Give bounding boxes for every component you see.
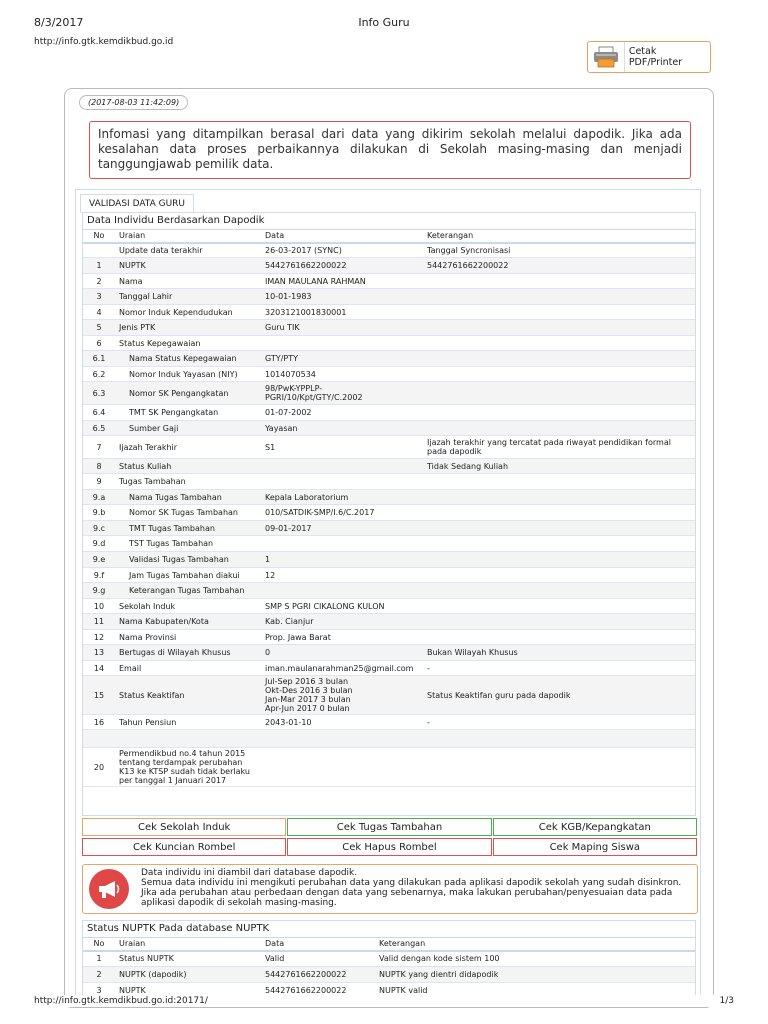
print-header <box>34 16 734 30</box>
table-row <box>83 730 695 748</box>
cell-uraian: Status Kepegawaian <box>115 336 261 351</box>
table-row <box>83 243 695 258</box>
cell-data: iman.maulanarahman25@gmail.com <box>261 661 423 676</box>
table-row <box>83 967 695 983</box>
cell-keterangan: NUPTK yang dientri didapodik <box>375 967 695 983</box>
cell-no: 10 <box>83 599 115 614</box>
cell-no: 20 <box>83 748 115 787</box>
cell-data: 1014070534 <box>261 367 423 382</box>
cell-no: 9.a <box>83 490 115 505</box>
cell-data: 12 <box>261 568 423 583</box>
cell-uraian: NUPTK (dapodik) <box>115 967 261 983</box>
col-header-no: No <box>83 938 115 951</box>
cell-keterangan <box>423 583 695 599</box>
cell-uraian: Nama Status Kepegawaian <box>115 351 261 367</box>
individu-table <box>83 229 695 787</box>
cell-data <box>261 583 423 599</box>
cell-keterangan <box>423 405 695 421</box>
cell-uraian: Update data terakhir <box>115 243 261 258</box>
cek-button-cek-kgb-kepangkatan[interactable]: Cek KGB/Kepangkatan <box>493 818 697 836</box>
table-row <box>83 614 695 630</box>
info-guru-card <box>64 88 714 1008</box>
individu-section <box>82 212 696 816</box>
cell-no: 14 <box>83 661 115 676</box>
cell-uraian: Nomor Induk Kependudukan <box>115 305 261 320</box>
cell-keterangan <box>423 730 695 748</box>
cell-data: 1 <box>261 552 423 568</box>
cell-no <box>83 243 115 258</box>
table-row <box>83 536 695 552</box>
cell-no: 6.1 <box>83 351 115 367</box>
cell-keterangan <box>423 630 695 645</box>
table-row <box>83 568 695 583</box>
cell-keterangan <box>423 505 695 521</box>
cell-uraian: NUPTK <box>115 983 261 999</box>
cell-data: IMAN MAULANA RAHMAN <box>261 274 423 289</box>
action-buttons <box>82 818 698 858</box>
cell-uraian: Nama Kabupaten/Kota <box>115 614 261 630</box>
col-header-uraian: Uraian <box>115 230 261 243</box>
megaphone-icon <box>89 869 129 909</box>
cell-uraian: Nama Tugas Tambahan <box>115 490 261 505</box>
table-row <box>83 336 695 351</box>
print-pdf-button[interactable] <box>587 41 711 73</box>
cell-data: 5442761662200022 <box>261 967 375 983</box>
table-row <box>83 715 695 730</box>
notice-line-1: Data individu ini diambil dari database dapodik. <box>141 868 358 878</box>
print-title: Info Guru <box>358 16 410 29</box>
info-notice: Infomasi yang ditampilkan berasal dari data yang dikirim sekolah melalui dapodik. Jika ada kesalahan data proses perbaikannya dilakukan di Sekolah masing-masing dan menjadi tanggungjawab pemilik data. <box>89 121 691 179</box>
table-row <box>83 274 695 289</box>
table-row <box>83 436 695 459</box>
cell-no: 1 <box>83 951 115 967</box>
table-row <box>83 661 695 676</box>
table-row <box>83 505 695 521</box>
individu-title: Data Individu Berdasarkan Dapodik <box>87 215 265 226</box>
cell-no: 16 <box>83 715 115 730</box>
cell-keterangan <box>423 367 695 382</box>
cell-data: 0 <box>261 645 423 661</box>
table-row <box>83 521 695 536</box>
table-row <box>83 490 695 505</box>
table-row <box>83 748 695 787</box>
table-row <box>83 552 695 568</box>
validasi-title: VALIDASI DATA GURU <box>80 194 194 213</box>
cell-no: 2 <box>83 967 115 983</box>
cell-data: 09-01-2017 <box>261 521 423 536</box>
table-row <box>83 630 695 645</box>
cell-keterangan <box>423 305 695 320</box>
cell-data <box>261 536 423 552</box>
table-row <box>83 676 695 715</box>
cell-uraian: Tugas Tambahan <box>115 474 261 490</box>
cell-no: 3 <box>83 289 115 305</box>
cell-data: 2043-01-10 <box>261 715 423 730</box>
cell-keterangan <box>423 521 695 536</box>
cell-no: 9 <box>83 474 115 490</box>
cell-no: 2 <box>83 274 115 289</box>
cell-no: 4 <box>83 305 115 320</box>
cek-button-cek-sekolah-induk[interactable]: Cek Sekolah Induk <box>82 818 286 836</box>
cell-no: 6 <box>83 336 115 351</box>
table-row <box>83 367 695 382</box>
cell-uraian: Jam Tugas Tambahan diakui <box>115 568 261 583</box>
cell-no: 9.c <box>83 521 115 536</box>
cell-no: 9.g <box>83 583 115 599</box>
col-header-data: Data <box>261 230 423 243</box>
cell-data: Valid <box>261 951 375 967</box>
timestamp: (2017-08-03 11:42:09) <box>79 95 188 110</box>
cell-keterangan: NUPTK valid <box>375 983 695 999</box>
cell-uraian: TST Tugas Tambahan <box>115 536 261 552</box>
cell-uraian: Status NUPTK <box>115 951 261 967</box>
table-row <box>83 474 695 490</box>
cell-data: Jul-Sep 2016 3 bulan Okt-Des 2016 3 bulan Jan-Mar 2017 3 bulan Apr-Jun 2017 0 bulan <box>261 676 423 715</box>
print-pdf-label: Cetak PDF/Printer <box>628 46 683 68</box>
table-row <box>83 351 695 367</box>
cell-uraian: Sumber Gaji <box>115 421 261 436</box>
col-header-uraian: Uraian <box>115 938 261 951</box>
notice-line-2: Semua data individu ini mengikuti perubahan data yang dilakukan pada aplikasi dapodik sekolah yang sudah disinkron. Jika ada perubahan atau perbedaan dengan data yang sebenarnya, maka lakukan perubahan/penyesuaian data pada aplikasi dapodik di sekolah masing-masing. <box>141 878 682 908</box>
cell-uraian: Jenis PTK <box>115 320 261 336</box>
cell-no: 6.5 <box>83 421 115 436</box>
cell-uraian: Nomor Induk Yayasan (NIY) <box>115 367 261 382</box>
nuptk-header-row <box>83 938 695 951</box>
individu-header-row <box>83 230 695 243</box>
cell-data: 98/PwK-YPPLP-PGRI/10/Kpt/GTY/C.2002 <box>261 382 423 405</box>
cell-keterangan <box>423 536 695 552</box>
cell-data: Prop. Jawa Barat <box>261 630 423 645</box>
cell-uraian: Bertugas di Wilayah Khusus <box>115 645 261 661</box>
cell-data: 010/SATDIK-SMP/I.6/C.2017 <box>261 505 423 521</box>
cell-no: 11 <box>83 614 115 630</box>
cell-no: 13 <box>83 645 115 661</box>
cell-data: 10-01-1983 <box>261 289 423 305</box>
table-row <box>83 421 695 436</box>
table-row <box>83 305 695 320</box>
cell-no: 9.f <box>83 568 115 583</box>
footer-page-number: 1/3 <box>719 996 734 1006</box>
cell-data: GTY/PTY <box>261 351 423 367</box>
cell-uraian: Tanggal Lahir <box>115 289 261 305</box>
cell-keterangan <box>423 336 695 351</box>
cell-keterangan <box>423 382 695 405</box>
print-date: 8/3/2017 <box>34 16 84 29</box>
table-row <box>83 258 695 274</box>
cell-no: 8 <box>83 459 115 474</box>
cell-keterangan <box>423 421 695 436</box>
cell-uraian: Status Kuliah <box>115 459 261 474</box>
cell-no: 9.d <box>83 536 115 552</box>
cell-keterangan: Tidak Sedang Kuliah <box>423 459 695 474</box>
cell-data: 3203121001830001 <box>261 305 423 320</box>
table-row <box>83 951 695 967</box>
cell-data: Kepala Laboratorium <box>261 490 423 505</box>
cell-keterangan <box>423 320 695 336</box>
cell-no: 5 <box>83 320 115 336</box>
cell-uraian: Sekolah Induk <box>115 599 261 614</box>
cell-uraian: Status Keaktifan <box>115 676 261 715</box>
cell-uraian: Email <box>115 661 261 676</box>
cell-no: 12 <box>83 630 115 645</box>
cell-keterangan: Status Keaktifan guru pada dapodik <box>423 676 695 715</box>
cell-no: 9.b <box>83 505 115 521</box>
cell-keterangan: Bukan Wilayah Khusus <box>423 645 695 661</box>
col-header-data: Data <box>261 938 375 951</box>
cell-keterangan: - <box>423 661 695 676</box>
cell-uraian: Keterangan Tugas Tambahan <box>115 583 261 599</box>
cell-data: 26-03-2017 (SYNC) <box>261 243 423 258</box>
cell-keterangan <box>423 568 695 583</box>
cell-data: 5442761662200022 <box>261 258 423 274</box>
cell-keterangan <box>423 552 695 568</box>
cek-button-cek-tugas-tambahan[interactable]: Cek Tugas Tambahan <box>287 818 491 836</box>
cell-no: 3 <box>83 983 115 999</box>
nuptk-title: Status NUPTK Pada database NUPTK <box>87 923 270 934</box>
table-row <box>83 405 695 421</box>
cell-keterangan <box>423 614 695 630</box>
cell-keterangan <box>423 599 695 614</box>
table-row <box>83 459 695 474</box>
cell-data <box>261 336 423 351</box>
table-row <box>83 320 695 336</box>
cell-no: 9.e <box>83 552 115 568</box>
cell-keterangan <box>423 474 695 490</box>
cell-uraian: Permendikbud no.4 tahun 2015 tentang terdampak perubahan K13 ke KTSP sudah tidak berlaku per tanggal 1 Januari 2017 <box>115 748 261 787</box>
cell-keterangan <box>423 748 695 787</box>
cell-uraian: Nama Provinsi <box>115 630 261 645</box>
cell-data: Guru TIK <box>261 320 423 336</box>
cell-uraian: Ijazah Terakhir <box>115 436 261 459</box>
cell-no: 6.2 <box>83 367 115 382</box>
cek-button-cek-kuncian-rombel[interactable]: Cek Kuncian Rombel <box>82 838 286 856</box>
cell-keterangan <box>423 351 695 367</box>
table-row <box>83 599 695 614</box>
cell-uraian: TMT SK Pengangkatan <box>115 405 261 421</box>
cell-data: SMP S PGRI CIKALONG KULON <box>261 599 423 614</box>
cell-uraian: Tahun Pensiun <box>115 715 261 730</box>
cell-uraian: NUPTK <box>115 258 261 274</box>
cell-data: Yayasan <box>261 421 423 436</box>
cell-keterangan <box>423 490 695 505</box>
cell-uraian: Nomor SK Tugas Tambahan <box>115 505 261 521</box>
printer-icon <box>588 42 625 72</box>
cell-keterangan: - <box>423 715 695 730</box>
table-row <box>83 583 695 599</box>
cell-keterangan: Valid dengan kode sistem 100 <box>375 951 695 967</box>
cell-uraian: TMT Tugas Tambahan <box>115 521 261 536</box>
cell-data <box>261 459 423 474</box>
cell-no: 15 <box>83 676 115 715</box>
cell-data: Kab. Cianjur <box>261 614 423 630</box>
cell-keterangan: Ijazah terakhir yang tercatat pada riwayat pendidikan formal pada dapodik <box>423 436 695 459</box>
footer-url: http://info.gtk.kemdikbud.go.id:20171/ <box>34 996 208 1006</box>
dapodik-notice <box>82 864 698 914</box>
cek-button-cek-maping-siswa[interactable]: Cek Maping Siswa <box>493 838 697 856</box>
cell-no: 7 <box>83 436 115 459</box>
cell-keterangan: Tanggal Syncronisasi <box>423 243 695 258</box>
cell-data <box>261 730 423 748</box>
cell-no: 6.3 <box>83 382 115 405</box>
cell-uraian: Nomor SK Pengangkatan <box>115 382 261 405</box>
cell-uraian <box>115 730 261 748</box>
cell-data: 01-07-2002 <box>261 405 423 421</box>
cell-no <box>83 730 115 748</box>
col-header-keterangan: Keterangan <box>375 938 695 951</box>
cell-data <box>261 474 423 490</box>
page-url: http://info.gtk.kemdikbud.go.id <box>34 37 174 47</box>
table-row <box>83 645 695 661</box>
cell-uraian: Nama <box>115 274 261 289</box>
cell-keterangan <box>423 289 695 305</box>
table-row <box>83 289 695 305</box>
cek-button-cek-hapus-rombel[interactable]: Cek Hapus Rombel <box>287 838 491 856</box>
cell-data: S1 <box>261 436 423 459</box>
cell-data <box>261 748 423 787</box>
nuptk-table <box>83 937 695 999</box>
validasi-panel <box>75 189 701 1008</box>
cell-no: 1 <box>83 258 115 274</box>
cell-uraian: Validasi Tugas Tambahan <box>115 552 261 568</box>
table-row <box>83 382 695 405</box>
col-header-keterangan: Keterangan <box>423 230 695 243</box>
cell-keterangan: 5442761662200022 <box>423 258 695 274</box>
cell-no: 6.4 <box>83 405 115 421</box>
cell-keterangan <box>423 274 695 289</box>
cell-data: 5442761662200022 <box>261 983 375 999</box>
col-header-no: No <box>83 230 115 243</box>
